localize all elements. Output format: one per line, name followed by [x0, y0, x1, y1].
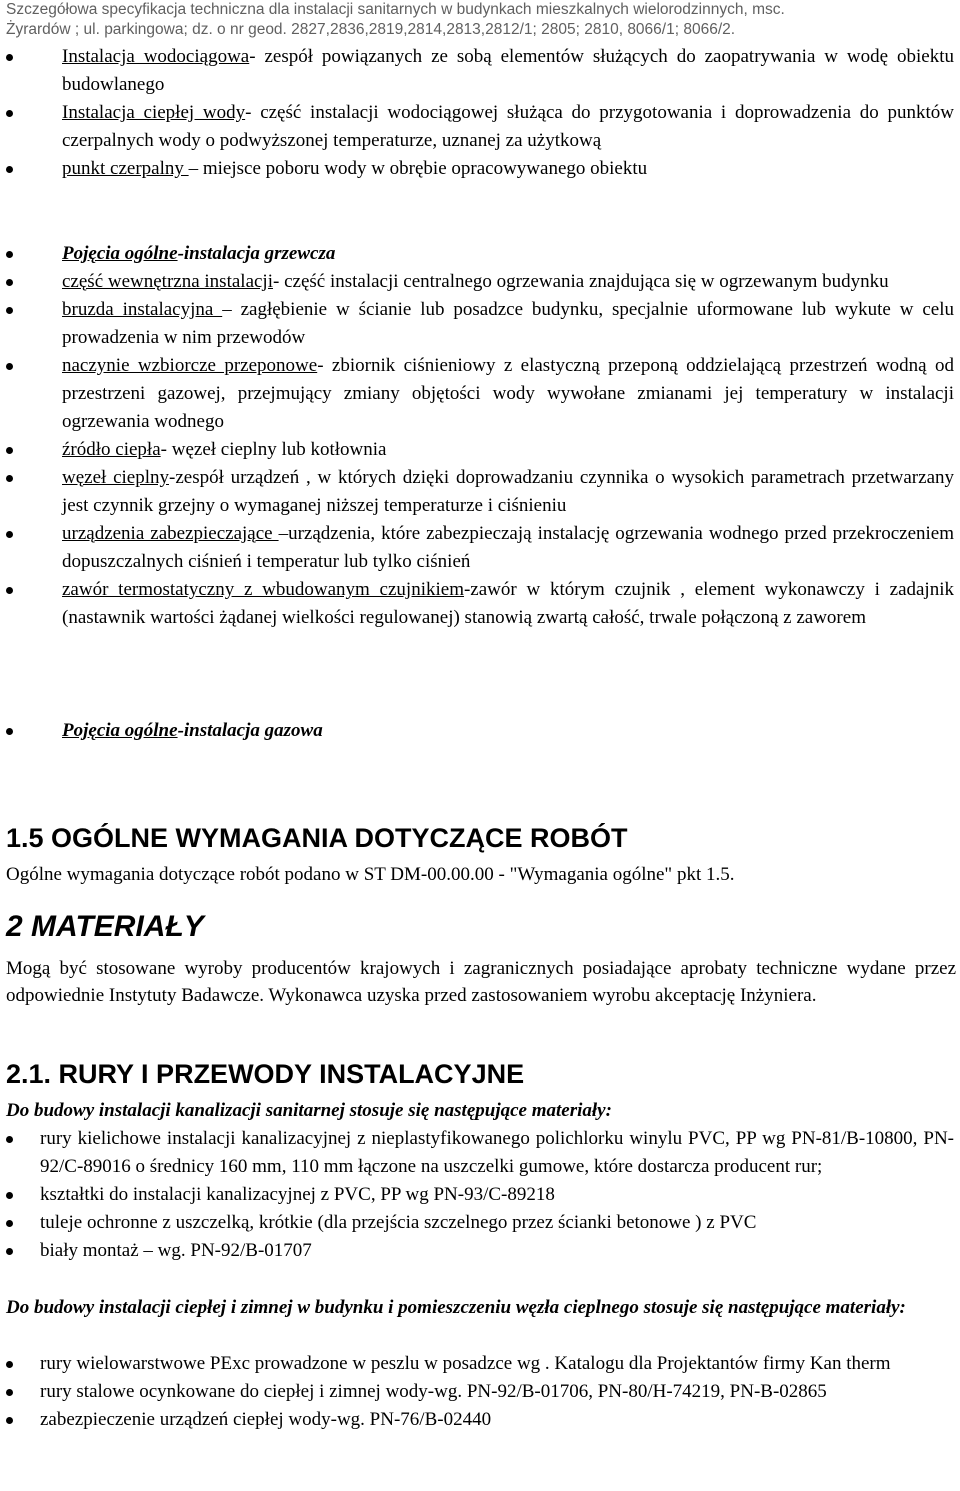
- definition-item: węzeł cieplny-zespół urządzeń , w których dzięki doprowadzaniu czynnika o wysokich parametrach przetwarzany jest czynnik grzejny o wymaganej niższej temperaturze i ciśnieniu: [0, 464, 960, 520]
- water-definitions: [0, 43, 960, 183]
- definition-item: Instalacja wodociągowa- zespół powiązanych ze sobą elementów służących do zaopatrywania w wodę obiektu budowlanego: [0, 43, 960, 99]
- definition-item: urządzenia zabezpieczające –urządzenia, które zabezpieczają instalację ogrzewania wodnego przed przekroczeniem dopuszczalnych ciśnień i temperatur lub tylko ciśnień: [0, 520, 960, 576]
- list-item: rury stalowe ocynkowane do ciepłej i zimnej wody-wg. PN-92/B-01706, PN-80/H-74219, PN-B-02865: [0, 1378, 960, 1406]
- heating-definitions: [0, 240, 960, 632]
- section-1-5-title: 1.5 OGÓLNE WYMAGANIA DOTYCZĄCE ROBÓT: [6, 823, 628, 853]
- definition-item: Instalacja ciepłej wody- część instalacji wodociągowej służąca do przygotowania i doprowadzenia do punktów czerpalnych wody o podwyższonej temperaturze, uznanej za użytkową: [0, 99, 960, 155]
- list-item: zabezpieczenie urządzeń ciepłej wody-wg. PN-76/B-02440: [0, 1406, 960, 1434]
- definition-item: bruzda instalacyjna – zagłębienie w ścianie lub posadzce budynku, specjalnie uformowane lub wykute w celu prowadzenia w nim przewodów: [0, 296, 960, 352]
- list-item: rury kielichowe instalacji kanalizacyjnej z nieplastyfikowanego polichlorku winylu PVC, PP wg PN-81/B-10800, PN-92/C-89016 o średnicy 160 mm, 110 mm łączone na uszczelki gumowe, które dostarcza producent rur;: [0, 1125, 960, 1181]
- list-item: rury wielowarstwowe PExc prowadzone w peszlu w posadzce wg . Katalogu dla Projektantów firmy Kan therm: [0, 1350, 960, 1378]
- heating-heading: Pojęcia ogólne-instalacja grzewcza: [0, 240, 960, 268]
- section-1-5-text: Ogólne wymagania dotyczące robót podano w ST DM-00.00.00 - "Wymagania ogólne" pkt 1.5.: [6, 864, 735, 885]
- materials-list-water: [0, 1350, 960, 1434]
- materials-intro-sewage: Do budowy instalacji kanalizacji sanitarnej stosuje się następujące materiały:: [6, 1100, 612, 1121]
- gas-definitions: [0, 717, 960, 745]
- section-2-text: Mogą być stosowane wyroby producentów krajowych i zagranicznych posiadające aprobaty techniczne wydane przez odpowiednie Instytuty Badawcze. Wykonawca uzyska przed zastosowaniem wyrobu akceptację Inżyniera.: [6, 958, 956, 1006]
- materials-list-sewage: [0, 1125, 960, 1265]
- definition-item: punkt czerpalny – miejsce poboru wody w obrębie opracowywanego obiektu: [0, 155, 960, 183]
- materials-intro-water: Do budowy instalacji ciepłej i zimnej w budynku i pomieszczeniu węzła cieplnego stosuje się następujące materiały:: [6, 1297, 906, 1318]
- definition-item: zawór termostatyczny z wbudowanym czujnikiem-zawór w którym czujnik , element wykonawczy i zadajnik (nastawnik wartości żądanej wielkości regulowanej) stanowią zwartą całość, trwale połączoną z zaworem: [0, 576, 960, 632]
- page-header: [6, 0, 956, 40]
- list-item: kształtki do instalacji kanalizacyjnej z PVC, PP wg PN-93/C-89218: [0, 1181, 960, 1209]
- section-2-title: 2 MATERIAŁY: [6, 910, 204, 943]
- gas-heading: Pojęcia ogólne-instalacja gazowa: [0, 717, 960, 745]
- list-item: biały montaż – wg. PN-92/B-01707: [0, 1237, 960, 1265]
- list-item: tuleje ochronne z uszczelką, krótkie (dla przejścia szczelnego przez ścianki betonowe ) z PVC: [0, 1209, 960, 1237]
- section-2-1-title: 2.1. RURY I PRZEWODY INSTALACYJNE: [6, 1059, 525, 1089]
- definition-item: źródło ciepła- węzeł cieplny lub kotłownia: [0, 436, 960, 464]
- header-line-1: Szczegółowa specyfikacja techniczna dla instalacji sanitarnych w budynkach mieszkalnych wielorodzinnych, msc.: [6, 1, 785, 18]
- header-line-2: Żyrardów ; ul. parkingowa; dz. o nr geod. 2827,2836,2819,2814,2813,2812/1; 2805; 2810, 8066/1; 8066/2.: [6, 21, 736, 38]
- definition-item: część wewnętrzna instalacji- część instalacji centralnego ogrzewania znajdująca się w ogrzewanym budynku: [0, 268, 960, 296]
- definition-item: naczynie wzbiorcze przeponowe- zbiornik ciśnieniowy z elastyczną przeponą oddzielającą przestrzeń wodną od przestrzeni gazowej, przejmujący zmiany objętości wody wywołane zmianami jej temperatury w instalacji ogrzewania wodnego: [0, 352, 960, 436]
